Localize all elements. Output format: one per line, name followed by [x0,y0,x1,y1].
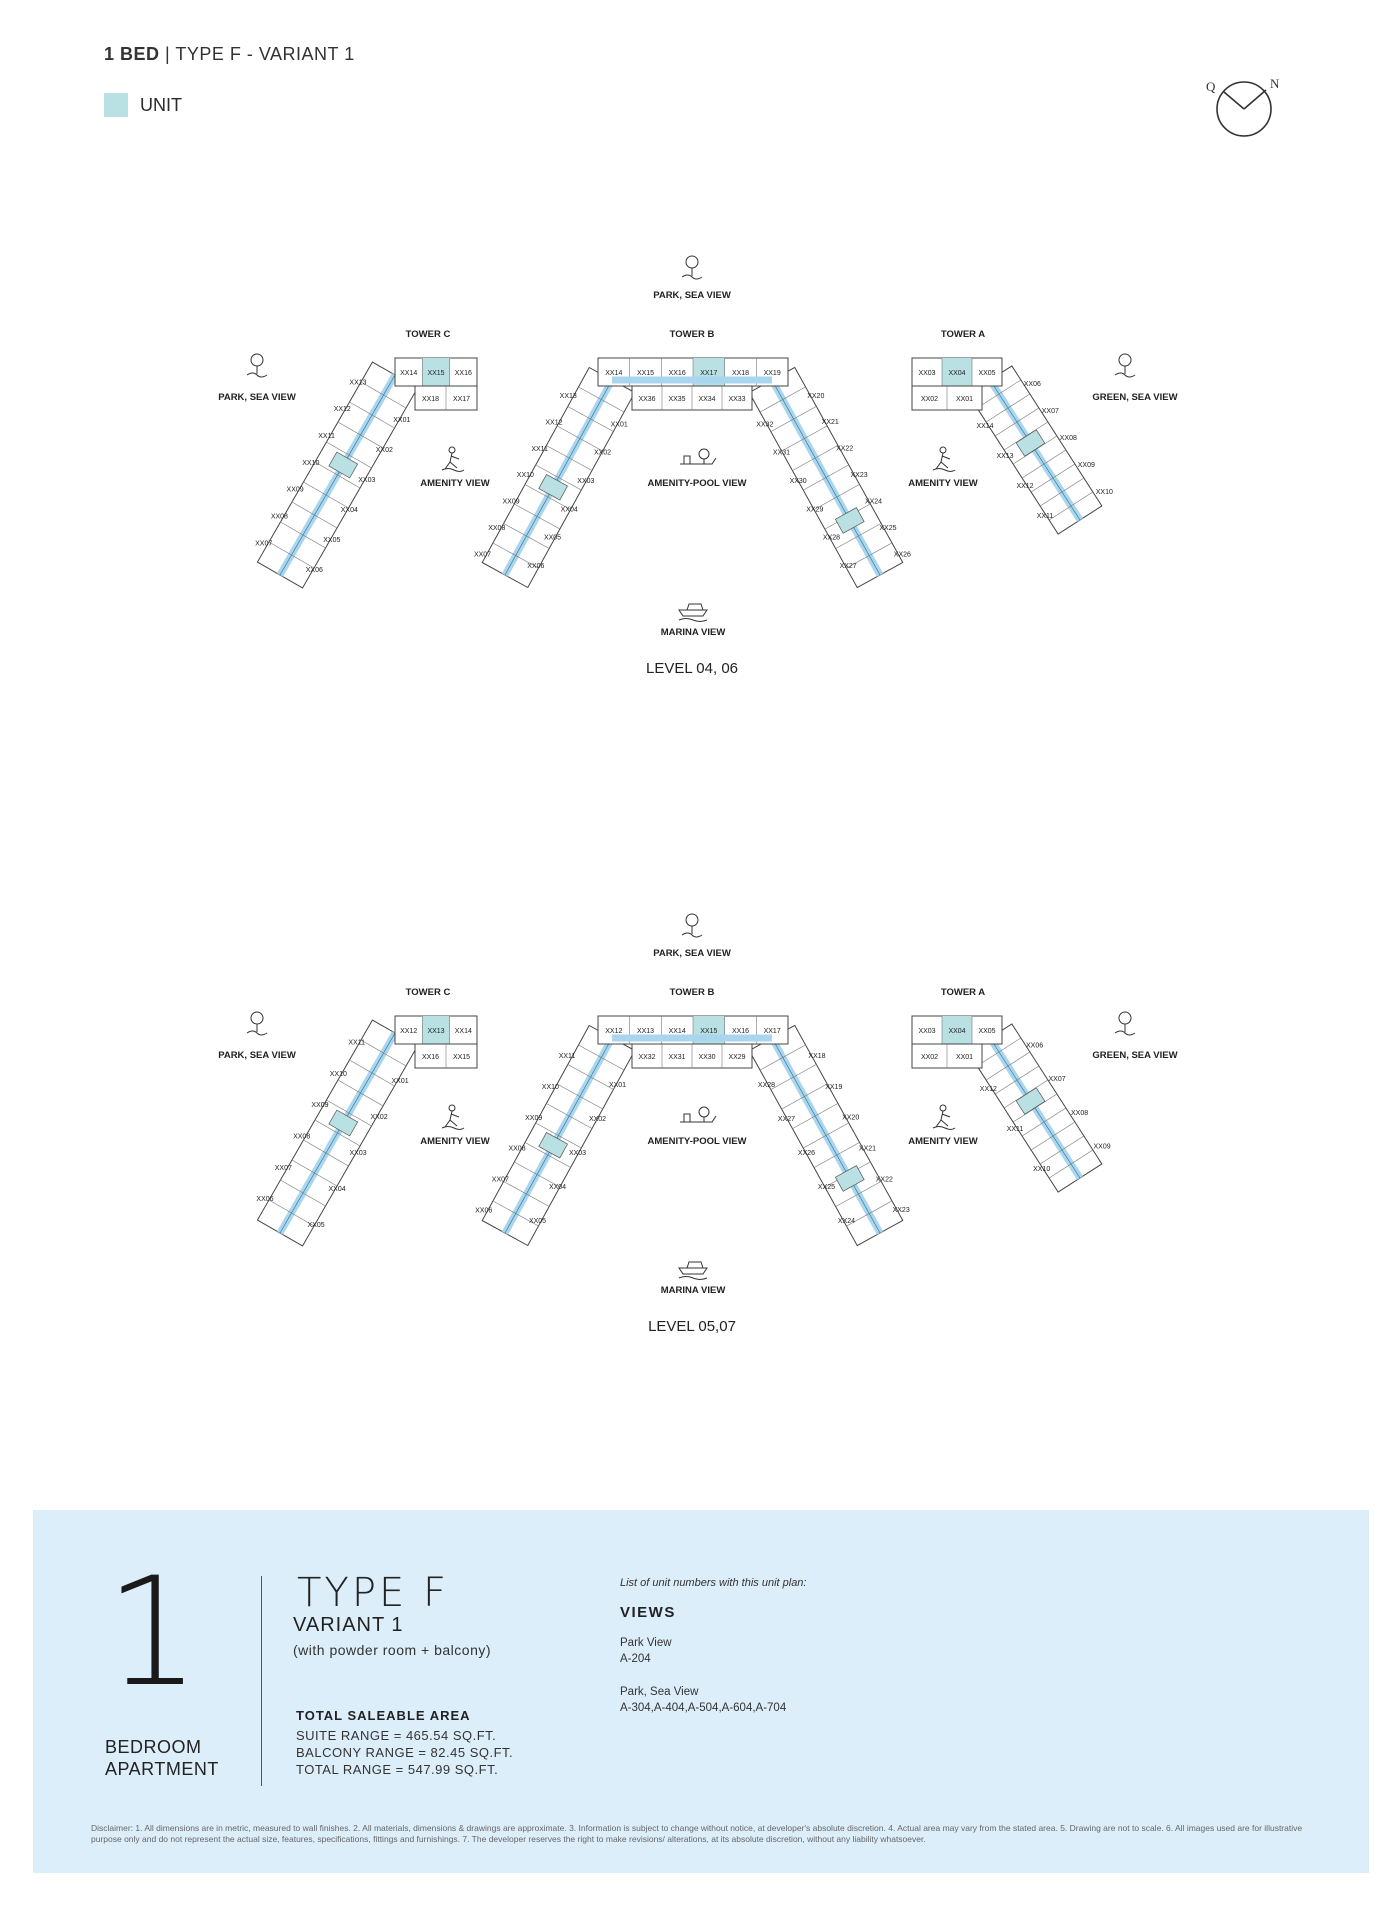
tower-b-top-0: XX14 [605,370,623,377]
amenity-c-person-icon [442,447,464,472]
tower-a-inner-1: XX01 [955,1054,974,1061]
tower-b-top-1: XX13 [636,1028,655,1035]
tower-b-right-inner-5: XX27 [839,562,857,570]
tower-a-inner-0: XX02 [920,1054,939,1061]
tower-a-wing-inner-3: XX11 [1036,512,1054,520]
total-range: TOTAL RANGE = 547.99 SQ.FT. [296,1762,499,1777]
tower-b-left-outer-0: XX11 [558,1053,576,1061]
right-view-tree-icon [1115,1012,1135,1035]
tower-b-inner-3: XX33 [728,396,746,403]
legend-unit-label: UNIT [140,94,182,115]
level-label: LEVEL 04, 06 [645,660,739,677]
header-beds: 1 BED [104,44,160,64]
tower-c-top-1: XX13 [427,1028,445,1035]
tower-b-left-outer-3: XX10 [516,472,534,480]
tower-c-wing-inner-1: XX02 [370,1114,388,1122]
tower-a-outer-3: XX09 [1093,1143,1111,1151]
tower-b-left-inner-3: XX04 [548,1184,567,1192]
bedroom-label [105,1736,219,1780]
tower-b-left-outer-2: XX09 [525,1114,543,1122]
tower-b-left-outer-4: XX09 [502,498,520,506]
suite-range: SUITE RANGE = 465.54 SQ.FT. [296,1728,497,1743]
floor-plan-level-05-07 [0,888,1400,1408]
tower-b-top-3: XX15 [700,1028,718,1035]
amenity-a-label: AMENITY VIEW [908,1136,978,1147]
marina-boat-icon [679,1262,707,1280]
tower-a-outer-2: XX08 [1070,1109,1089,1117]
views-title: VIEWS [620,1604,676,1621]
tower-b-right-outer-5: XX25 [879,524,897,532]
tower-a-inner-0: XX02 [920,396,939,403]
amenity-a-label: AMENITY VIEW [908,478,978,489]
tower-b-name: TOWER B [669,329,715,340]
tower-b-right-outer-3: XX23 [850,472,868,480]
tower-b-left-outer-5: XX06 [475,1207,493,1215]
view-park-sea [620,1684,786,1716]
pool-icon [680,1107,716,1122]
left-view-label: PARK, SEA VIEW [218,392,296,403]
left-view-label: PARK, SEA VIEW [218,1050,296,1061]
marina-view-label: MARINA VIEW [660,627,726,638]
tower-c-top-0: XX14 [400,370,418,377]
tower-b-right-inner-2: XX26 [797,1150,816,1158]
tower-a-name: TOWER A [940,987,986,998]
tower-c-inner-1: XX17 [452,396,471,403]
marina-view-label: MARINA VIEW [660,1285,726,1296]
bedroom-label-line1: BEDROOM [105,1737,202,1757]
tower-a-outer-2: XX08 [1059,434,1077,442]
balcony-range: BALCONY RANGE = 82.45 SQ.FT. [296,1745,514,1760]
tower-c-outer-4: XX07 [274,1164,292,1172]
tower-c-outer-3: XX08 [293,1133,311,1141]
tower-a-outer-3: XX09 [1077,461,1095,469]
header-type: TYPE F - VARIANT 1 [175,44,355,64]
amenity-a-person-icon [933,1105,955,1130]
tower-b-right-outer-1: XX19 [825,1083,843,1091]
top-view-label: PARK, SEA VIEW [653,290,731,301]
tower-b-right-inner-0: XX32 [756,421,774,429]
view-park-sea-units: A-304,A-404,A-504,A-604,A-704 [620,1702,787,1714]
tower-a-name: TOWER A [940,329,986,340]
tower-b-left-outer-1: XX10 [541,1083,559,1091]
tower-c-wing-inner-0: XX01 [393,417,411,425]
tower-b-right-outer-4: XX24 [864,498,883,506]
amenity-pool-label: AMENITY-POOL VIEW [647,478,747,489]
tower-b-top-4: XX16 [731,1028,750,1035]
tower-b-right-outer-1: XX21 [821,419,839,427]
tower-b-right-inner-2: XX30 [789,477,807,485]
pool-icon [680,449,716,464]
tower-b-left-outer-2: XX11 [531,445,548,453]
tower-c-outer-2: XX09 [311,1102,329,1110]
unit-list-label: List of unit numbers with this unit plan: [620,1577,807,1589]
tower-a-wing-inner-2: XX12 [1016,482,1034,490]
bedroom-count: 1 [105,1546,201,1720]
tower-c-top-2: XX16 [454,370,472,377]
unit-type-title: TYPE F [297,1570,449,1616]
tower-a-wing-inner-1: XX13 [996,452,1014,460]
page-header [104,44,355,65]
tower-c-outer-1: XX10 [329,1070,347,1078]
tower-b-right-inner-0: XX28 [757,1082,776,1090]
tower-c-inner-0: XX18 [421,396,440,403]
tower-b-name: TOWER B [669,987,715,998]
tower-b-inner-1: XX35 [668,396,686,403]
tower-b-right-outer-6: XX26 [893,551,911,559]
tower-b-right-outer-2: XX22 [836,445,854,453]
tower-a-top-1: XX04 [948,1028,966,1035]
tower-b-right-inner-4: XX28 [822,534,841,542]
right-view-label: GREEN, SEA VIEW [1092,392,1178,403]
tower-b-top-1: XX15 [636,370,655,377]
tower-c-wing-inner-4: XX05 [323,537,341,545]
view-park-units: A-204 [620,1653,651,1665]
tower-b-inner-3: XX29 [728,1054,746,1061]
tower-c-inner-1: XX15 [452,1054,471,1061]
tower-b-left-outer-4: XX07 [491,1176,509,1184]
tower-c-wing-inner-0: XX01 [391,1078,409,1086]
tower-b-right-inner-1: XX31 [772,449,791,457]
panel-divider [261,1576,262,1786]
level-label: LEVEL 05,07 [648,1318,736,1335]
right-view-tree-icon [1115,354,1135,377]
floor-plan-level-04-06 [0,230,1400,750]
tower-b-inner-0: XX32 [638,1054,656,1061]
compass-letter-n: N [1270,76,1280,91]
tower-c-outer-3: XX10 [302,459,320,467]
tower-b-left-inner-1: XX02 [588,1116,607,1124]
tower-b-left-outer-1: XX12 [545,419,563,427]
tower-c-wing-inner-2: XX03 [358,477,376,485]
tower-b-inner-2: XX30 [698,1054,716,1061]
view-park-sea-name: Park, Sea View [620,1686,699,1698]
tower-c-name: TOWER C [405,987,451,998]
tower-c-outer-4: XX09 [286,486,304,494]
tower-b-right-inner-3: XX25 [817,1184,836,1192]
tower-b-top-5: XX19 [763,370,781,377]
view-park-name: Park View [620,1637,672,1649]
tower-a-wing-inner-2: XX10 [1033,1165,1051,1173]
tower-c-wing-inner-3: XX04 [328,1186,346,1194]
tower-b-right-outer-0: XX20 [807,392,825,400]
area-title: TOTAL SALEABLE AREA [296,1708,471,1723]
tower-b-top-2: XX16 [668,370,686,377]
top-view-label: PARK, SEA VIEW [653,948,731,959]
tower-b-inner-2: XX34 [698,396,716,403]
tower-a-top-0: XX03 [918,1028,936,1035]
tower-a-wing-inner-0: XX14 [976,422,994,430]
tower-c-outer-0: XX13 [349,379,367,387]
tower-c-outer-2: XX11 [318,433,335,441]
tower-c-top-1: XX15 [427,370,445,377]
tower-b-top-3: XX17 [700,370,718,377]
tower-a-inner-1: XX01 [955,396,974,403]
tower-b-left-inner-4: XX05 [543,534,562,542]
tower-b-top-2: XX14 [668,1028,686,1035]
tower-b-left-inner-3: XX04 [560,506,578,514]
tower-b-left-outer-6: XX07 [473,551,492,559]
tower-b-top-0: XX12 [605,1028,623,1035]
tower-b-left-inner-0: XX01 [610,421,628,429]
unit-info-panel [33,1510,1369,1873]
compass-letter-q: Q [1206,79,1216,94]
tower-b-left-inner-0: XX01 [608,1082,627,1090]
amenity-a-person-icon [933,447,955,472]
tower-a-outer-1: XX07 [1048,1076,1066,1084]
tower-b-top-5: XX17 [763,1028,781,1035]
tower-b-left-inner-4: XX05 [528,1218,547,1226]
right-view-label: GREEN, SEA VIEW [1092,1050,1178,1061]
tower-a-wing-inner-0: XX12 [979,1085,997,1093]
tower-c-wing-inner-5: XX06 [305,567,323,575]
tower-c-wing-inner-1: XX02 [375,447,393,455]
left-view-tree-icon [247,1012,267,1035]
tower-b-right-outer-4: XX22 [875,1176,893,1184]
header-separator: | [159,44,176,64]
bedroom-label-line2: APARTMENT [105,1759,219,1779]
tower-c-outer-6: XX07 [255,540,273,548]
tower-b-left-inner-2: XX03 [568,1150,587,1158]
tower-b-right-inner-4: XX24 [837,1218,856,1226]
tower-c-wing-inner-2: XX03 [349,1150,367,1158]
tower-a-outer-0: XX06 [1023,380,1041,388]
tower-c-outer-1: XX12 [333,406,351,414]
legend-unit-swatch [104,93,128,117]
tower-b-inner-1: XX31 [668,1054,686,1061]
tower-b-right-outer-5: XX23 [892,1207,910,1215]
tower-b-left-inner-1: XX02 [593,449,612,457]
tower-b-left-inner-5: XX06 [527,562,545,570]
top-view-tree-icon [682,914,702,937]
left-view-tree-icon [247,354,267,377]
unit-variant-note: (with powder room + balcony) [293,1642,492,1658]
view-park [620,1635,672,1667]
tower-c-outer-5: XX06 [256,1196,274,1204]
top-view-tree-icon [682,256,702,279]
tower-b-inner-0: XX36 [638,396,656,403]
tower-a-outer-1: XX07 [1041,407,1059,415]
amenity-pool-label: AMENITY-POOL VIEW [647,1136,747,1147]
tower-b-top-4: XX18 [731,370,750,377]
tower-c-outer-0: XX11 [348,1039,365,1047]
tower-a-top-2: XX05 [978,370,996,377]
tower-b-left-inner-2: XX03 [577,477,595,485]
tower-b-right-inner-3: XX29 [806,506,824,514]
unit-variant: VARIANT 1 [293,1614,404,1636]
tower-b-left-outer-5: XX08 [488,525,506,533]
tower-c-inner-0: XX16 [421,1054,440,1061]
tower-a-outer-4: XX10 [1095,488,1113,496]
tower-b-left-outer-3: XX08 [508,1145,526,1153]
marina-boat-icon [679,604,707,622]
north-compass-icon [1200,72,1280,147]
tower-b-right-outer-2: XX20 [842,1114,860,1122]
tower-c-top-2: XX14 [454,1028,472,1035]
amenity-c-label: AMENITY VIEW [420,478,490,489]
amenity-c-person-icon [442,1105,464,1130]
tower-a-top-2: XX05 [978,1028,996,1035]
tower-c-name: TOWER C [405,329,451,340]
tower-c-wing-inner-3: XX04 [340,507,358,515]
amenity-c-label: AMENITY VIEW [420,1136,490,1147]
tower-a-outer-0: XX06 [1025,1042,1044,1050]
tower-a-wing-inner-1: XX11 [1006,1125,1024,1133]
disclaimer: Disclaimer: 1. All dimensions are in metric, measured to wall finishes. 2. All materials, dimensions & drawings are approximate. 3. Information is subject to change without notice, at developer's absolute discretion. 4. Actual area may vary from the stated area. 5. Drawing are not to scale. 6. All images used are for illustrative purpose only and do not represent the actual size, features, specifications, fittings and furnishings. 7. The developer reserves the right to make revisions/ alterations, at its absolute discretion, without any liability whatsoever. [91,1823,1303,1844]
tower-c-outer-5: XX08 [270,513,288,521]
tower-c-top-0: XX12 [400,1028,418,1035]
tower-b-left-outer-0: XX13 [559,392,577,400]
tower-b-right-outer-3: XX21 [858,1145,877,1153]
tower-b-right-outer-0: XX18 [808,1052,826,1060]
tower-c-wing-inner-4: XX05 [307,1222,325,1230]
tower-a-top-1: XX04 [948,370,966,377]
legend [104,93,182,117]
tower-b-right-inner-1: XX27 [777,1116,796,1124]
tower-a-top-0: XX03 [918,370,936,377]
